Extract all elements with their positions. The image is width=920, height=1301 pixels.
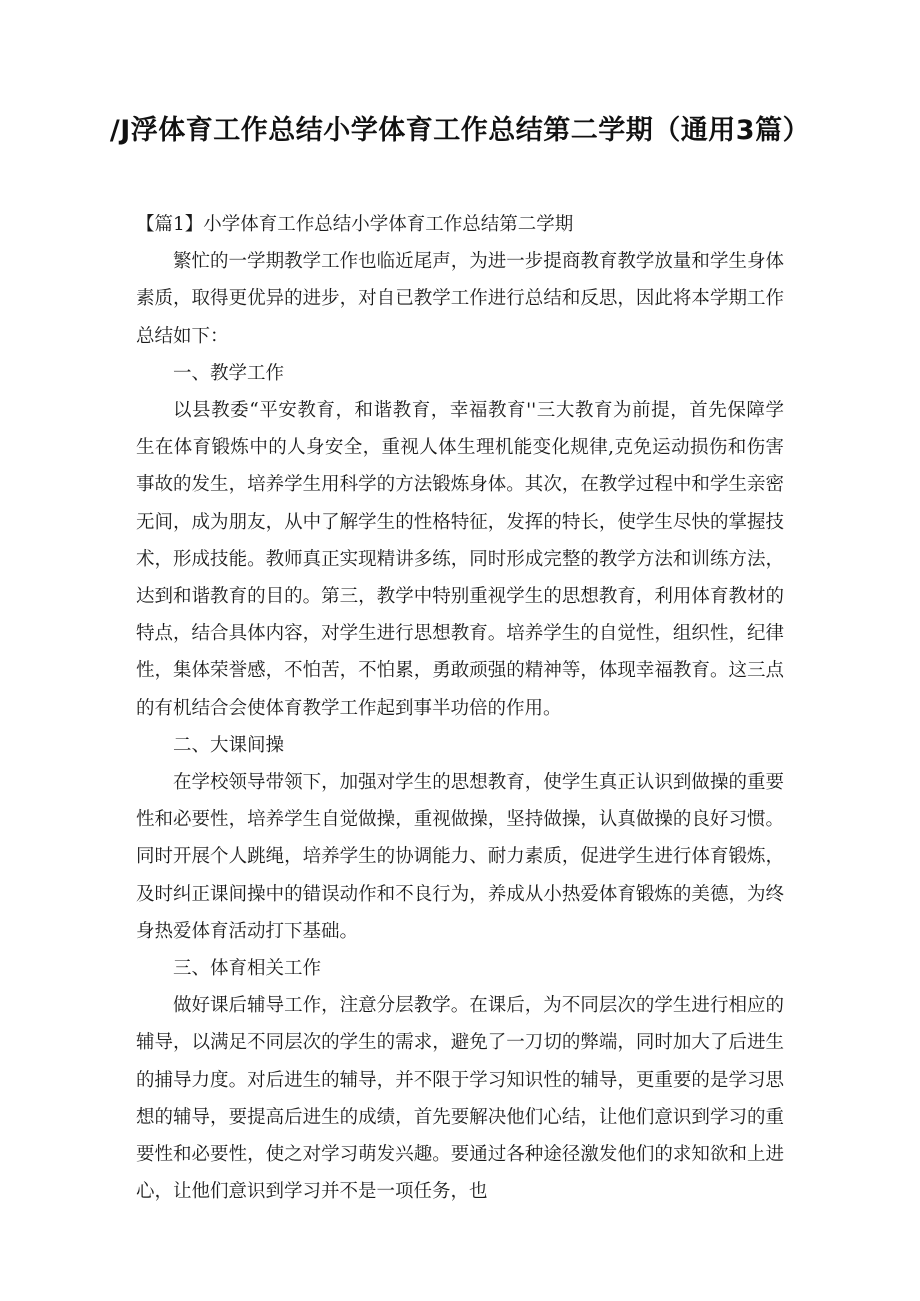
document-title: /J浮体育工作总结小学体育工作总结第二学期（通用3篇） — [109, 115, 811, 146]
paragraph-break-exercise: 在学校领导带领下，加强对学生的思想教育，使学生真正认识到做操的重要性和必要性，培养学生自觉做操，重视做操，坚持做操，认真做操的良好习惯。同时开展个人跳绳，培养学生的协调能力、耐力素质，促进学生进行体育锻炼，及时纠正课间操中的错误动作和不良行为，养成从小热爱体育锻炼的美德，为终身热爱体育活动打下基础。 — [136, 772, 784, 942]
heading-break-exercise: 二、大课间操 — [173, 734, 285, 756]
intro-paragraph: 繁忙的一学期教学工作也临近尾声，为进一步提商教育教学放量和学生身体素质，取得更优异的进步，对自已教学工作进行总结和反思，因此将本学期工作总结如下： — [136, 251, 784, 347]
heading-teaching-work: 一、教学工作 — [173, 362, 285, 384]
section-heading: 【篇1】小学体育工作总结小学体育工作总结第二学期 — [136, 214, 574, 235]
paragraph-pe-related-work: 做好课后辅导工作，注意分层教学。在课后，为不同层次的学生进行相应的辅导，以满足不同层次的学生的需求，避免了一刀切的弊端，同时加大了后进生的捕导力度。对后进生的辅导，并不限于学习知识性的辅导，更重要的是学习思想的辅导，要提高后进生的成绩，首先要解决他们心结，让他们意识到学习的重要性和必要性，使之对学习萌发兴趣。要通过各种途径激发他们的求知欲和上进心，让他们意识到学习并不是一项任务，也 — [136, 995, 784, 1203]
document-body — [136, 206, 784, 1210]
paragraph-teaching-work: 以县教委“平安教育，和谐教育，幸福教育''三大教育为前提，首先保障学生在体育锻炼中的人身安全，重视人体生理机能变化规律,克免运动损伤和伤害事故的发生，培养学生用科学的方法锻炼身体。其次，在教学过程中和学生亲密无间，成为朋友，从中了解学生的性格特征，发挥的特长，使学生尽快的掌握技术，形成技能。教师真正实现精讲多练，同时形成完整的教学方法和训练方法，达到和谐教育的目的。第三，教学中特别重视学生的思想教育，利用体育教材的特点，结合具体内容，对学生进行思想教育。培养学生的自觉性，组织性，纪律性，集体荣誉感，不怕苦，不怕累，勇敢顽强的精神等，体现幸福教育。这三点的有机结合会使体育教学工作起到事半功倍的作用。 — [136, 400, 784, 719]
heading-pe-related-work: 三、体育相关工作 — [173, 958, 322, 980]
